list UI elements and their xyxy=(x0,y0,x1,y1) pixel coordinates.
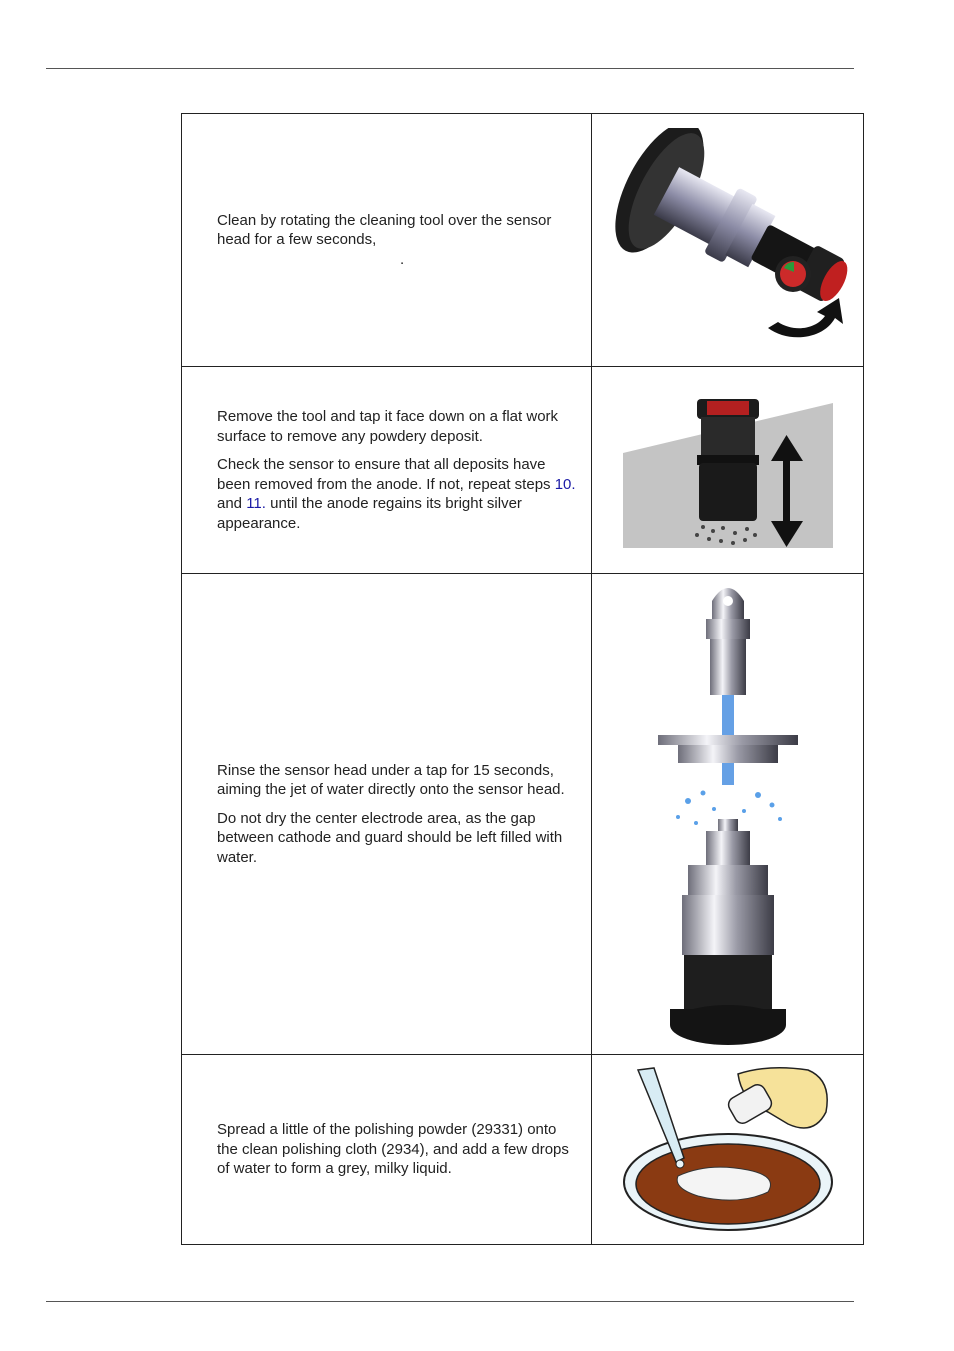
step-text xyxy=(182,1055,592,1245)
step-text xyxy=(182,367,592,574)
step-paragraph: Clean by rotating the cleaning tool over the sensor head for a few seconds, xyxy=(217,211,552,249)
rinse-sensor-illustration xyxy=(648,579,808,1049)
text-segment: Check the sensor to ensure that all deposits have been removed from the anode. If not, repeat steps xyxy=(217,456,555,493)
step-figure xyxy=(592,1055,864,1245)
step-figure xyxy=(592,367,864,574)
footer-rule xyxy=(46,1301,854,1302)
text-segment: and xyxy=(217,495,247,512)
step-paragraph: Rinse the sensor head under a tap for 15 seconds, aiming the jet of water directly onto the sensor head. xyxy=(217,761,565,799)
step-paragraph: Remove the tool and tap it face down on a flat work surface to remove any powdery deposit. xyxy=(217,408,559,445)
header-rule xyxy=(46,68,854,69)
step-paragraph: Do not dry the center electrode area, as the gap between cathode and guard should be left filled with water. xyxy=(217,809,563,866)
step-11-link[interactable]: 11. xyxy=(246,495,266,512)
polishing-powder-illustration xyxy=(618,1066,838,1234)
step-text xyxy=(182,114,592,367)
step-row xyxy=(182,367,864,574)
text-segment: until the anode regains its bright silver appearance. xyxy=(217,495,522,532)
step-paragraph: Spread a little of the polishing powder (29331) onto the clean polishing cloth (2934), and add a few drops of water to form a grey, milky liquid. xyxy=(217,1121,569,1178)
step-figure xyxy=(592,114,864,367)
step-figure xyxy=(592,574,864,1055)
step-row xyxy=(182,574,864,1055)
step-paragraph: . xyxy=(400,250,405,268)
step-10-link[interactable]: 10. xyxy=(554,475,576,493)
step-text xyxy=(182,574,592,1055)
step-row xyxy=(182,1055,864,1245)
rotate-cleaning-tool-illustration xyxy=(603,128,853,353)
step-row xyxy=(182,114,864,367)
procedure-table xyxy=(181,113,864,1245)
tap-tool-illustration xyxy=(623,393,833,548)
step-paragraph xyxy=(217,455,581,533)
